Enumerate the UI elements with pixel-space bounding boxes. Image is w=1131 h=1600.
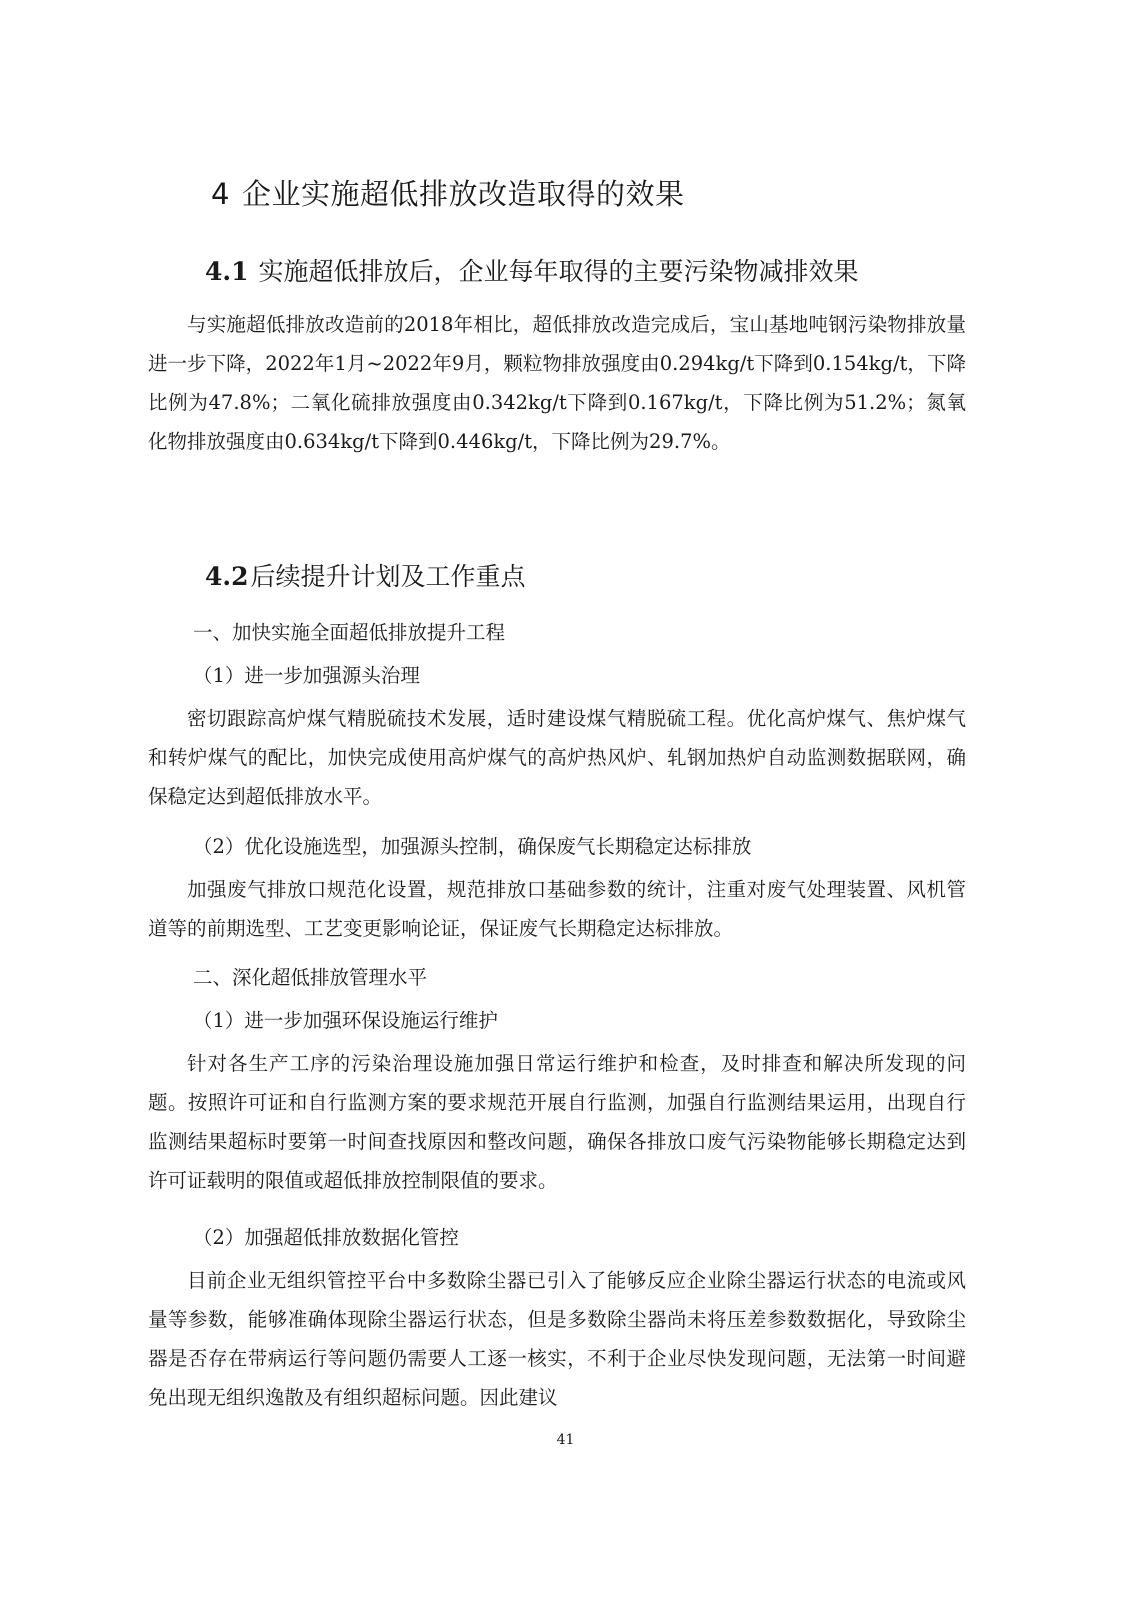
section-title: 企业实施超低排放改造取得的效果 [241, 177, 685, 211]
subsection-4-1-number: 4.1 [205, 257, 249, 286]
section-number: 4 [211, 177, 230, 211]
page-number: 41 [556, 1432, 575, 1448]
subsection-4-2-number: 4.2 [205, 562, 249, 591]
emission-reduction-paragraph: 与实施超低排放改造前的2018年相比，超低排放改造完成后，宝山基地吨钢污染物排放量进一步下降，2022年1月~2022年9月，颗粒物排放强度由0.294kg/t下降到0.154kg/t，下降比例为47.8%；二氧化硫排放强度由0.342kg/t下降到0.167kg/t，下降比例为51.2%；氮氧化物排放强度由0.634kg/t下降到0.446kg/t，下降比例为29.7%。 [148, 313, 966, 453]
item-1-heading: 一、加快实施全面超低排放提升工程 [193, 621, 506, 644]
section-heading [211, 172, 684, 213]
item-1-sub-1-paragraph: 密切跟踪高炉煤气精脱硫技术发展，适时建设煤气精脱硫工程。优化高炉煤气、焦炉煤气和转炉煤气的配比，加快完成使用高炉煤气的高炉热风炉、轧钢加热炉自动监测数据联网，确保稳定达到超低排放水平。 [148, 707, 966, 808]
item-1-sub-1-heading: （1）进一步加强源头治理 [193, 664, 420, 687]
subsection-4-2-heading [205, 557, 526, 593]
item-1-sub-2-heading: （2）优化设施选型，加强源头控制，确保废气长期稳定达标排放 [193, 835, 752, 858]
subsection-4-1-heading [205, 252, 859, 288]
subsection-4-2-title: 后续提升计划及工作重点 [250, 562, 526, 591]
item-2-sub-2-heading: （2）加强超低排放数据化管控 [193, 1226, 459, 1249]
item-2-heading: 二、深化超低排放管理水平 [193, 966, 428, 989]
item-2-sub-1-heading: （1）进一步加强环保设施运行维护 [193, 1009, 498, 1032]
item-1-sub-2-paragraph: 加强废气排放口规范化设置，规范排放口基础参数的统计，注重对废气处理装置、风机管道等的前期选型、工艺变更影响论证，保证废气长期稳定达标排放。 [148, 878, 966, 940]
subsection-4-1-title: 实施超低排放后，企业每年取得的主要污染物减排效果 [258, 257, 859, 286]
item-2-sub-1-paragraph: 针对各生产工序的污染治理设施加强日常运行维护和检查，及时排查和解决所发现的问题。按照许可证和自行监测方案的要求规范开展自行监测，加强自行监测结果运用，出现自行监测结果超标时要第一时间查找原因和整改问题，确保各排放口废气污染物能够长期稳定达到许可证载明的限值或超低排放控制限值的要求。 [148, 1052, 966, 1192]
item-2-sub-2-paragraph: 目前企业无组织管控平台中多数除尘器已引入了能够反应企业除尘器运行状态的电流或风量等参数，能够准确体现除尘器运行状态，但是多数除尘器尚未将压差参数数据化，导致除尘器是否存在带病运行等问题仍需要人工逐一核实，不利于企业尽快发现问题，无法第一时间避免出现无组织逸散及有组织超标问题。因此建议 [148, 1269, 966, 1409]
